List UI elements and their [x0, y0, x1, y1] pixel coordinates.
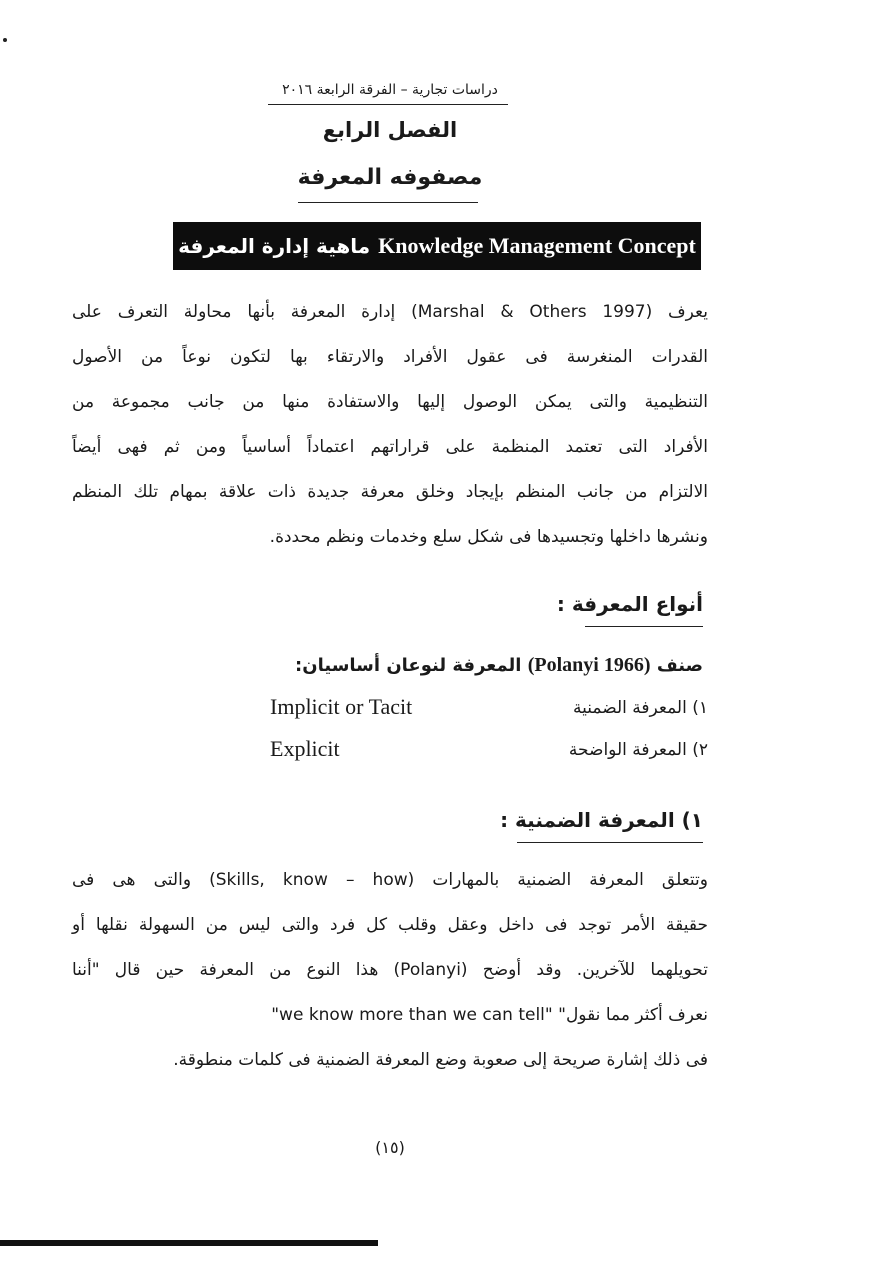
definition-line: الأفراد التى تعتمد المنظمة على قراراتهم اعتماداً أساسياً ومن ثم فهى أيضاً	[72, 437, 708, 457]
definition-line: الالتزام من جانب المنظم بإيجاد وخلق معرفة جديدة ذات علاقة بمهام تلك المنظم	[72, 482, 708, 502]
classification-post: المعرفة لنوعان أساسيان:	[295, 655, 522, 676]
definition-paragraph	[72, 290, 708, 560]
knowledge-type-arabic: ٢) المعرفة الواضحة	[568, 740, 708, 760]
knowledge-types-underline	[585, 626, 703, 627]
tacit-line: وتتعلق المعرفة الضمنية بالمهارات (Skills, know – how) والتى هى فى	[72, 870, 708, 890]
classification-pre: صنف	[656, 655, 703, 676]
tacit-line: فى ذلك إشارة صريحة إلى صعوبة وضع المعرفة الضمنية فى كلمات منطوقة.	[173, 1050, 708, 1070]
tacit-paragraph	[72, 858, 708, 1083]
scan-speck	[3, 38, 7, 42]
knowledge-type-english: Implicit or Tacit	[270, 694, 413, 719]
chapter-title-underline	[298, 202, 478, 203]
knowledge-types-heading: أنواع المعرفة :	[556, 592, 703, 616]
knowledge-type-row	[268, 736, 708, 770]
banner-english: Knowledge Management Concept	[378, 233, 696, 258]
tacit-line: نعرف أكثر مما نقول" "we know more than we can tell"	[271, 1005, 708, 1025]
chapter-title: مصفوفه المعرفة	[297, 165, 483, 190]
knowledge-type-row	[268, 694, 708, 728]
tacit-knowledge-heading: ١) المعرفة الضمنية :	[500, 808, 703, 832]
classification-sentence	[295, 654, 703, 677]
knowledge-type-english: Explicit	[270, 736, 340, 761]
definition-line: التنظيمية والتى يمكن الوصول إليها والاستفادة منها من جانب مجموعة من	[72, 392, 708, 412]
tacit-line: حقيقة الأمر توجد فى داخل وعقل وقلب كل فرد والتى ليس من السهولة نقلها أو	[72, 915, 708, 935]
definition-line: يعرف (Marshal & Others 1997) إدارة المعرفة بأنها محاولة التعرف على	[72, 302, 708, 322]
definition-line: ونشرها داخلها وتجسيدها فى شكل سلع وخدمات ونظم محددة.	[269, 527, 708, 547]
running-header: دراسات تجارية – الفرقة الرابعة ٢٠١٦	[282, 82, 498, 98]
page-number: (١٥)	[375, 1138, 405, 1157]
section-banner	[173, 222, 701, 270]
definition-line: القدرات المنغرسة فى عقول الأفراد والارتقاء بها لتكون نوعاً من الأصول	[72, 347, 708, 367]
banner-arabic: ماهية إدارة المعرفة	[178, 234, 371, 258]
chapter-number: الفصل الرابع	[322, 118, 458, 142]
classification-reference: (Polanyi 1966)	[527, 654, 651, 676]
knowledge-type-arabic: ١) المعرفة الضمنية	[573, 698, 708, 718]
scan-edge-bar	[0, 1240, 378, 1246]
tacit-line: تحويلهما للآخرين. وقد أوضح (Polanyi) هذا النوع من المعرفة حين قال "أننا	[72, 960, 709, 980]
tacit-knowledge-underline	[517, 842, 703, 843]
header-underline	[268, 104, 508, 105]
